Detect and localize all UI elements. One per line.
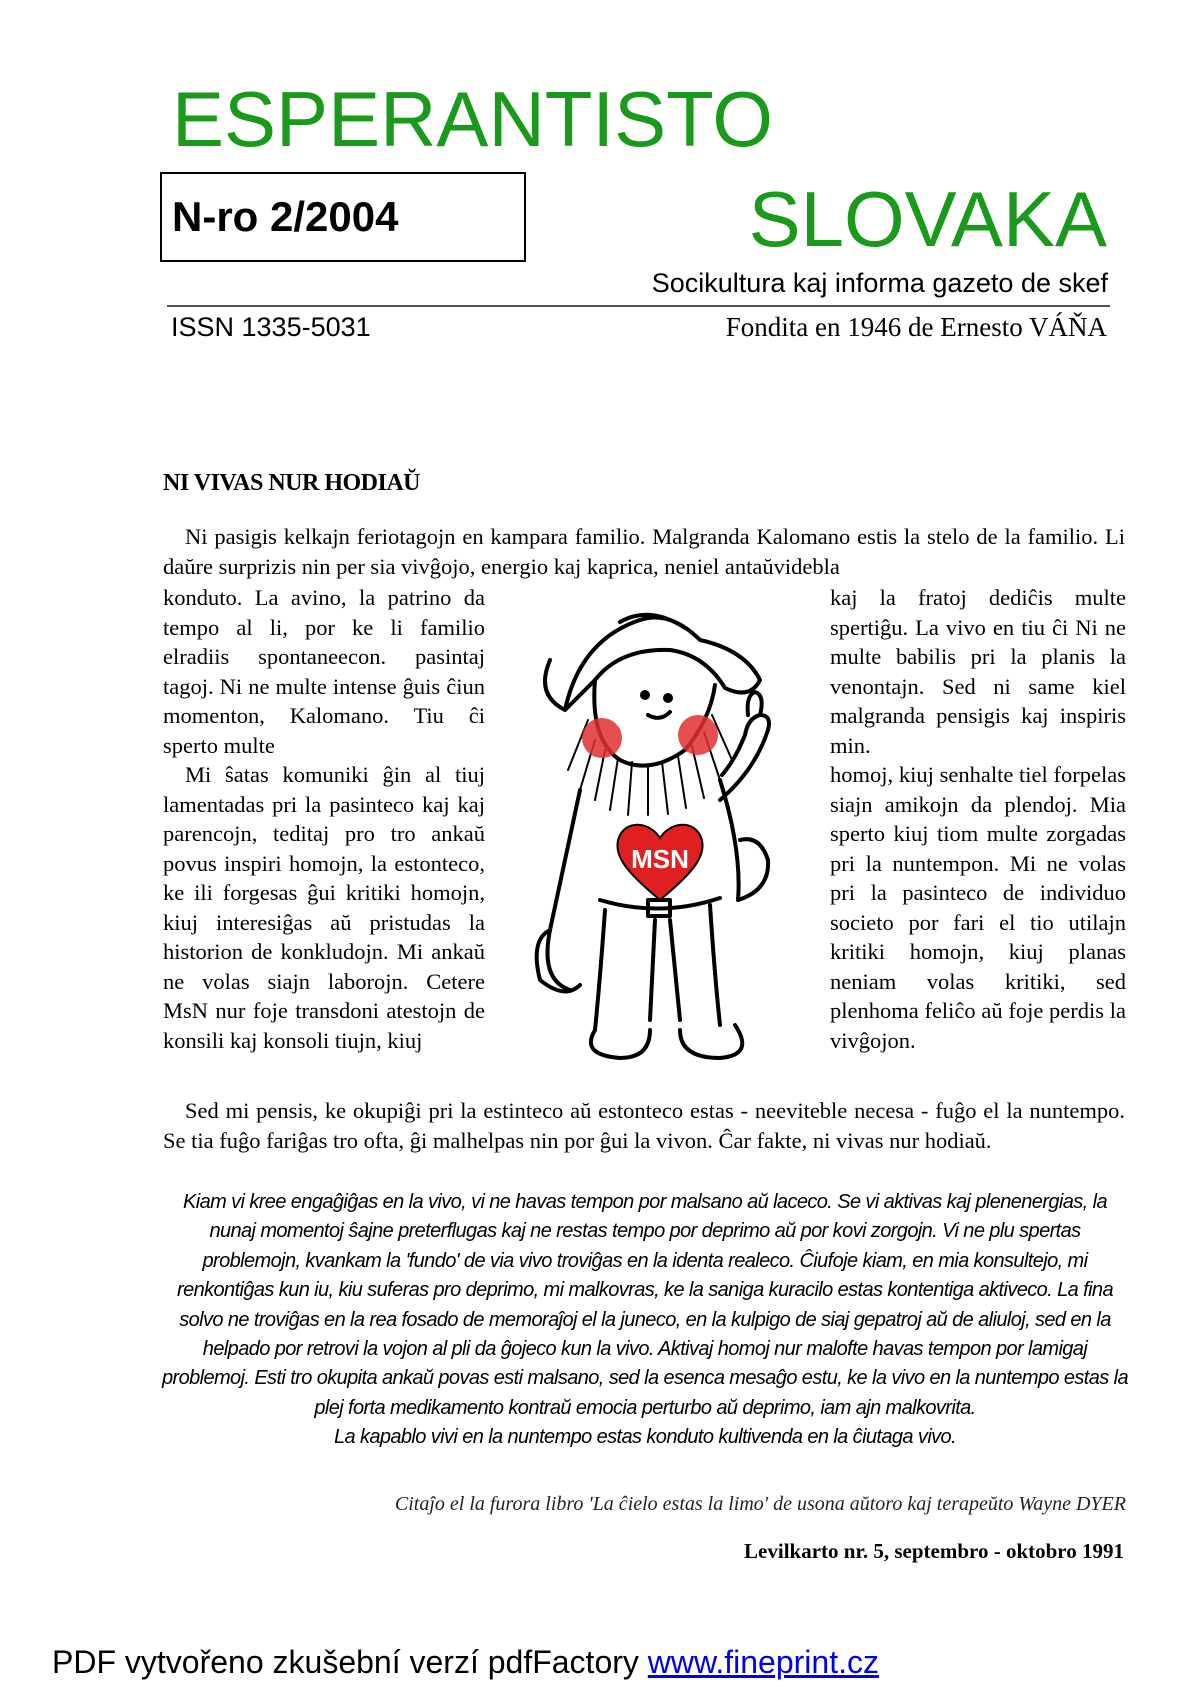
article-closing-paragraph: Sed mi pensis, ke okupiĝi pri la estinteco aŭ estonteco estas - neeviteble necesa - fuĝo el la nuntempo. Se tia fuĝo fariĝas tro ofta, ĝi malhelpas nin por ĝui la vivon. Ĉar fakte, ni vivas nur hodiaŭ.	[163, 1098, 1125, 1153]
left-column-paragraph: Mi ŝatas komuniki ĝin al tiuj lamentadas pri la pasinteco kaj kaj parencojn, teditaj pro tro ankaŭ povus inspiri homojn, la estonteco, ke ili forgesas ĝui kritiki homojn, kiuj interesiĝas aŭ pristudas la historion de konkludojn. Mi ankaŭ ne volas siajn laborojn. Cetere MsN nur foje transdoni atestojn de konsili kaj konsoli tiujn, kiuj	[163, 762, 485, 1053]
article-left-column	[163, 583, 485, 1055]
quote-text: Kiam vi kree engaĝiĝas en la vivo, vi ne havas tempon por malsano aŭ laceco. Se vi aktivas kaj plenenergias, la nunaj momentoj ŝajne preterflugas kaj ne restas tempo por deprimo aŭ por kovi zorgojn. Vi ne plu spertas problemojn, kvankam la 'fundo' de via vivo troviĝas en la identa realeco. Ĉiufoje kiam, en mia konsultejo, mi renkontiĝas kun iu, kiu suferas pro deprimo, mi malkovras, ke la saniga kuracilo estas kontentiga aktiveco. La fina solvo ne troviĝas en la rea fosado de memoraĵoj el la juneco, en la kulpigo de siaj gepatroj aŭ de aliuloj, sed en la helpado por retrovi la vojon al pli da ĝojeco kun la vivo. Aktivaj homoj nur malofte havas tempon por lamigaj problemoj. Esti tro okupita ankaŭ povas esti malsano, sed la esenca mesaĝo estu, ke la vivo en la nuntempo estas la plej forta medikamento kontraŭ emocia perturbo aŭ deprimo, iam ajn malkovrita.	[161, 1191, 1129, 1419]
masthead-subtitle: Socikultura kaj informa gazeto de skef	[651, 268, 1108, 298]
masthead-title-esperantisto: ESPERANTISTO	[172, 75, 774, 163]
masthead-title-slovaka: SLOVAKA	[748, 175, 1107, 263]
article-right-column	[830, 583, 1126, 1055]
heart-badge-label: MSN	[631, 844, 689, 874]
pdf-footer	[52, 1646, 879, 1678]
left-column-paragraph: konduto. La avino, la patrino da tempo al li, por ke li familio elradiis spontaneecon. pasintaj tagoj. Ni ne multe intense ĝuis ĉiun momenton, Kalomano. Tiu ĉi sperto multe	[163, 585, 485, 758]
fineprint-link[interactable]: www.fineprint.cz	[647, 1644, 879, 1680]
mascot-cheeks	[582, 715, 718, 758]
dyer-quote	[160, 1188, 1130, 1453]
mascot-legs	[595, 905, 720, 1030]
article-title: NI VIVAS NUR HODIAŬ	[163, 470, 420, 496]
msn-mascot-illustration	[510, 600, 812, 1070]
right-column-paragraph: homoj, kiuj senhalte tiel forpelas siajn amikojn da plendoj. Mia sperto kiuj tiom multe zorgadas pri la nuntempon. Mi ne volas pri la pasinteco de individuo societo por fari el tio utilajn kritiki homojn, kiuj planas neniam volas kritiki, sed plenhoma feliĉo aŭ foje perdis la vivĝojon.	[830, 762, 1126, 1053]
article-intro-paragraph: Ni pasigis kelkajn feriotagojn en kampara familio. Malgranda Kalomano estis la stelo de la familio. Li daŭre surprizis nin per sia vivĝojo, energio kaj kaprica, neniel antaŭvidebla	[163, 524, 1125, 579]
article-source: Levilkarto nr. 5, septembro - oktobro 1991	[744, 1539, 1124, 1563]
issue-number: N-ro 2/2004	[172, 193, 399, 240]
issn-number: ISSN 1335-5031	[171, 312, 371, 342]
quote-citation: Citaĵo el la furora libro 'La ĉielo estas la limo' de usona aŭtoro kaj terapeŭto Wayne DYER	[394, 1493, 1126, 1515]
mascot-hat	[545, 618, 760, 711]
footer-text: PDF vytvořeno zkušební verzí pdfFactory	[52, 1644, 639, 1680]
founded-note: Fondita en 1946 de Ernesto VÁŇA	[725, 312, 1107, 342]
right-column-paragraph: kaj la fratoj dediĉis multe spertiĝu. La vivo en tiu ĉi Ni ne multe babilis pri la planis la venontajn. Sed ni same kiel malgranda pensigis kaj inspiris min.	[830, 585, 1126, 758]
quote-closing-line: La kapablo vivi en la nuntempo estas konduto kultivenda en la ĉiutaga vivo.	[333, 1426, 957, 1449]
issue-number-box	[160, 172, 526, 262]
masthead-divider	[167, 305, 1110, 307]
